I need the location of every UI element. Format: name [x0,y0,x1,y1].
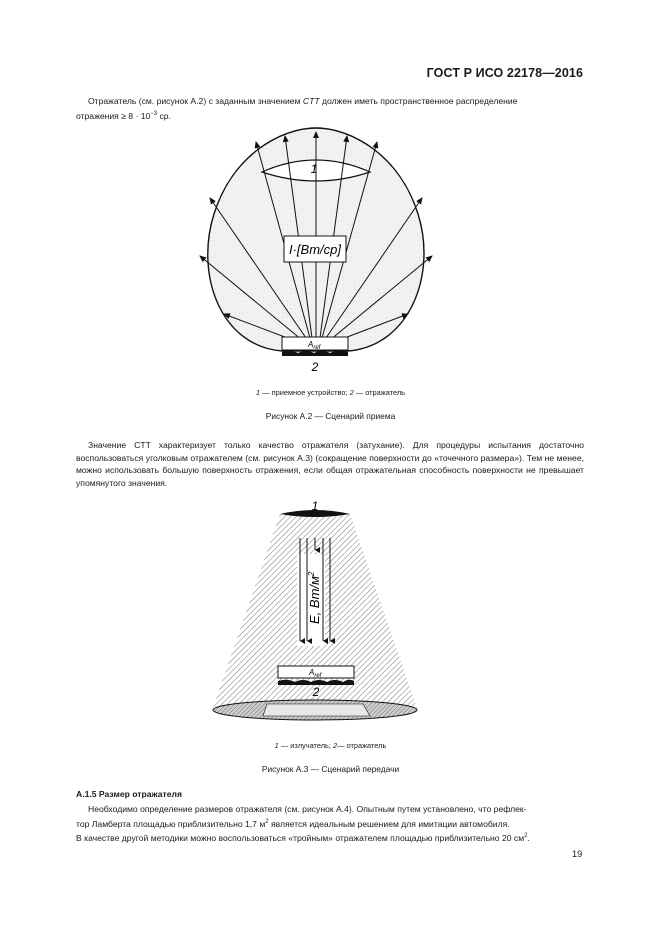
intensity-label: I·[Вт/ср] [288,242,342,257]
figure-a3-diagram [205,500,430,725]
section-title: А.1.5 Размер отражателя [76,789,182,799]
aref-label: $A_{ref}$ [308,340,321,351]
ctt-paragraph: Значение CTT характеризует только качество отражателя (затухание). Для процедуры испытания достаточно воспользоваться уголковым отражателем (см. рисунок А.3) (сокращение поверхности до «точечного размера»). Тем не менее, можно использовать большую поверхность отражения, если общая отражательная способность поверхности не превышает упомянутого значения. [76,440,584,488]
section-line-1: Необходимо определение размеров отражателя (см. рисунок А.4). Опытным путем установлено, что рефлек- [88,804,527,814]
page-number: 19 [572,849,583,859]
illumination-area-inner [263,704,370,716]
reflector-number: 2 [311,360,319,374]
irradiance-label: E, $Вт/м^2$ [307,571,322,624]
emitter-number: 1 [311,500,319,513]
figure-a2-caption: Рисунок А.2 — Сценарий приема [265,411,396,421]
intro-paragraph [76,95,584,122]
section-line-2: тор Ламберта площадью приблизительно 1,7 $м^2$ является идеальным решением для имитации автомобиля. [76,818,510,829]
ctt-term: CTT [302,96,320,106]
figure-a3-caption: Рисунок А.3 — Сценарий передачи [261,764,400,774]
reflector-number: 2 [312,685,320,699]
intro-line-1: Отражатель (см. рисунок А.2) с заданным значением CTT должен иметь пространственное распределение [88,96,518,106]
figure-a2-legend: 1 — приемное устройство; 2 — отражатель [256,388,405,397]
document-code: ГОСТ Р ИСО 22178—2016 [426,66,583,80]
figure-a2-diagram [190,124,440,376]
section-line-3: В качестве другой методики можно воспользоваться «тройным» отражателем площадью приблизительно 20 $см^2$. [76,832,530,843]
intro-line-2: отражения ≥ $8 \cdot 10^{-3}$ ср. [76,110,171,121]
figure-a3-legend: 1 — излучатель; 2— отражатель [274,741,387,750]
section-paragraph [76,803,584,845]
receiver-number: 1 [310,162,318,176]
aref-label: $A_{ref}$ [309,668,322,679]
